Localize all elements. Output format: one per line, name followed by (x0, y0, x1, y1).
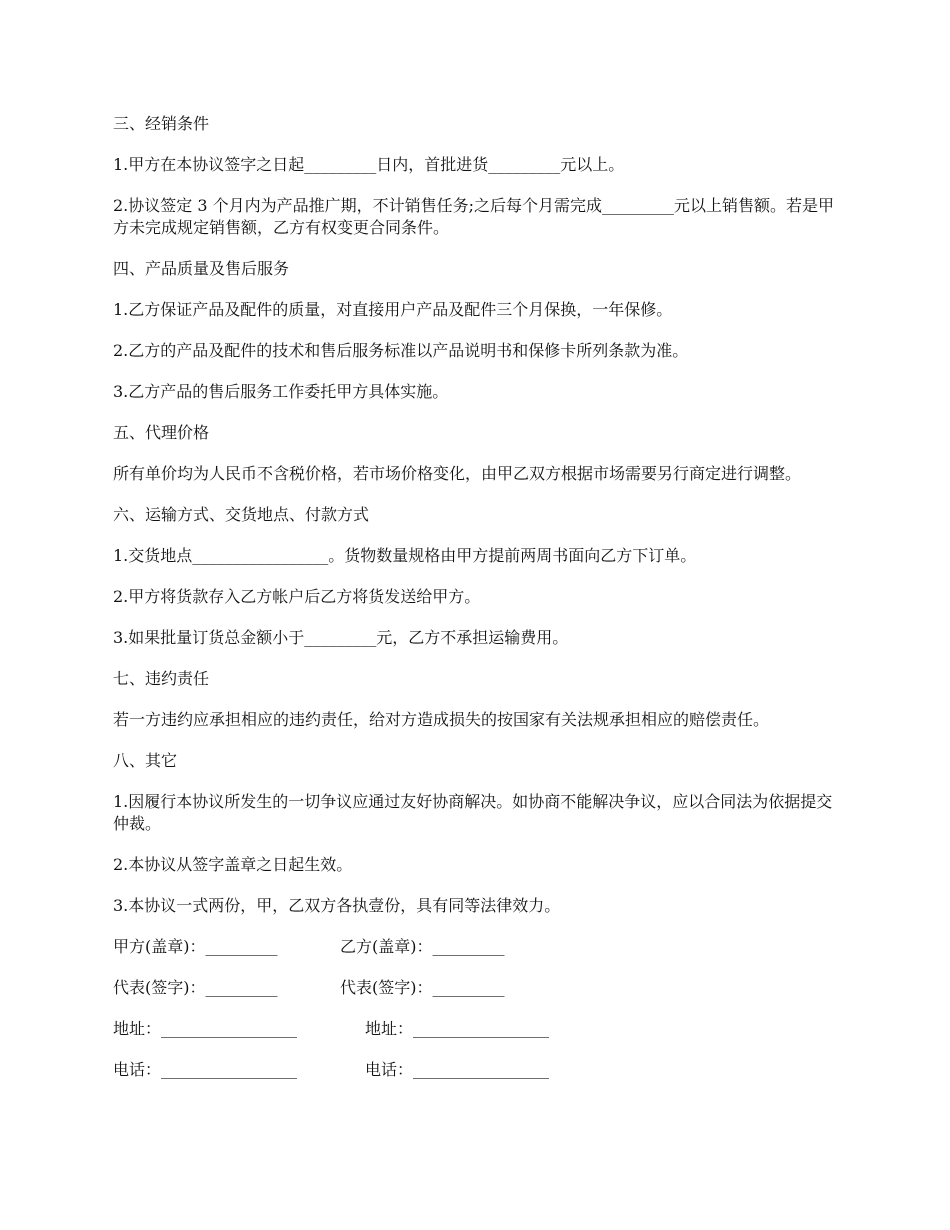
clause-text: 2.协议签定 3 个月内为产品推广期，不计销售任务;之后每个月需完成_________元以上销售额。若是甲方未完成规定销售额，乙方有权变更合同条件。 (113, 196, 835, 237)
document-body (113, 113, 841, 1081)
party-a-seal-field: 甲方(盖章)：_________ (113, 937, 278, 956)
signature-row-representative (113, 977, 841, 999)
party-b-phone-field: 电话：_________________ (365, 1060, 550, 1079)
clause-text: 1.乙方保证产品及配件的质量，对直接用户产品及配件三个月保换，一年保修。 (113, 300, 673, 319)
clause-text: 若一方违约应承担相应的违约责任，给对方造成损失的按国家有关法规承担相应的赔偿责任。 (113, 710, 770, 729)
section-heading-quality-service: 四、产品质量及售后服务 (113, 259, 290, 278)
party-b-rep-field: 代表(签字)：_________ (340, 978, 505, 997)
clause-text: 2.甲方将货款存入乙方帐户后乙方将货发送给甲方。 (113, 587, 481, 606)
clause-text: 1.甲方在本协议签字之日起_________日内，首批进货_________元以上。 (113, 155, 625, 174)
clause-text: 3.本协议一式两份，甲，乙双方各执壹份，具有同等法律效力。 (113, 896, 561, 915)
section-heading-others: 八、其它 (113, 751, 178, 770)
party-a-phone-field: 电话：_________________ (113, 1060, 298, 1079)
section-heading-transport-payment: 六、运输方式、交货地点、付款方式 (113, 505, 370, 524)
signature-row-seal (113, 936, 841, 958)
section-heading-sales-terms: 三、经销条件 (113, 114, 210, 133)
signature-row-address (113, 1018, 841, 1040)
signature-row-phone (113, 1059, 841, 1081)
clause-text: 3.如果批量订货总金额小于_________元，乙方不承担运输费用。 (113, 628, 569, 647)
section-heading-liability: 七、违约责任 (113, 669, 210, 688)
clause-text: 1.交货地点_________________。货物数量规格由甲方提前两周书面向乙方下订单。 (113, 546, 697, 565)
party-b-seal-field: 乙方(盖章)：_________ (340, 937, 505, 956)
clause-text: 2.乙方的产品及配件的技术和售后服务标准以产品说明书和保修卡所列条款为准。 (113, 341, 689, 360)
clause-text: 3.乙方产品的售后服务工作委托甲方具体实施。 (113, 382, 449, 401)
section-heading-agency-price: 五、代理价格 (113, 423, 210, 442)
clause-text: 1.因履行本协议所发生的一切争议应通过友好协商解决。如协商不能解决争议，应以合同法为依据提交仲裁。 (113, 792, 833, 833)
party-a-address-field: 地址：_________________ (113, 1019, 298, 1038)
party-a-rep-field: 代表(签字)：_________ (113, 978, 278, 997)
clause-text: 所有单价均为人民币不含税价格，若市场价格变化，由甲乙双方根据市场需要另行商定进行调整。 (113, 464, 802, 483)
clause-text: 2.本协议从签字盖章之日起生效。 (113, 855, 353, 874)
party-b-address-field: 地址：_________________ (365, 1019, 550, 1038)
